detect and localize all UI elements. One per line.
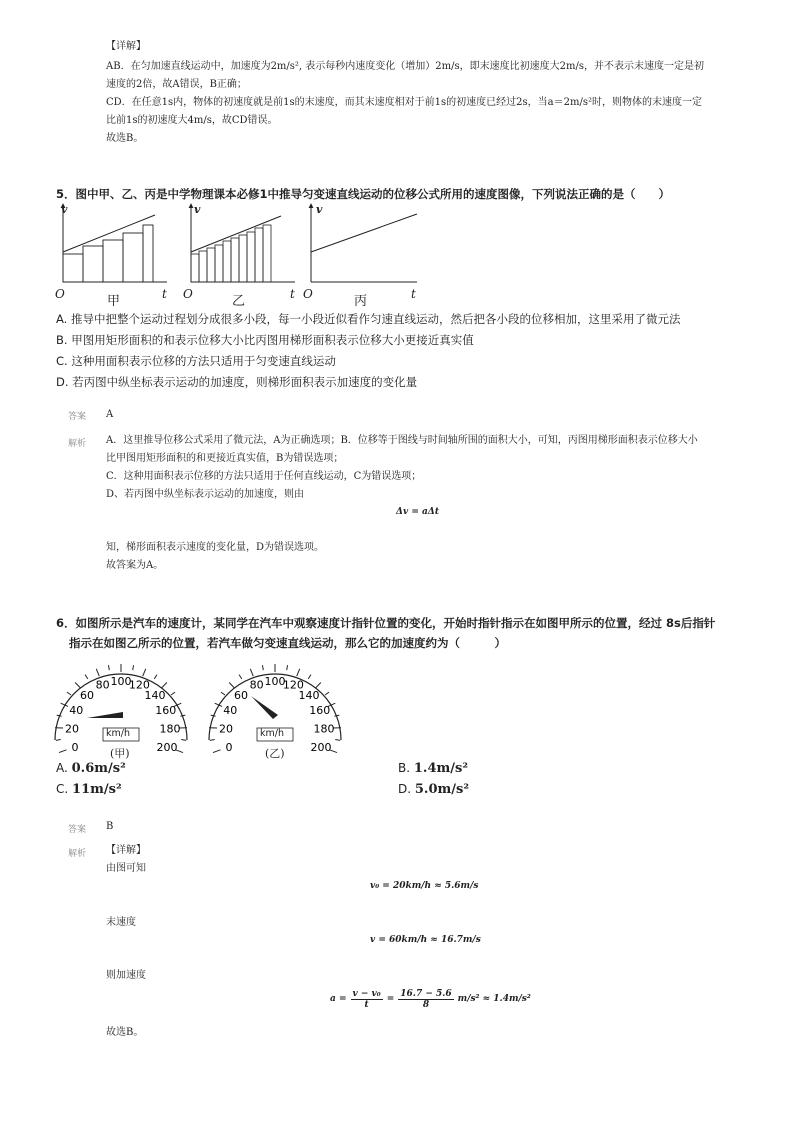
gauge-caption-jia: (甲) — [110, 747, 130, 760]
formula: v₀ = 20km/h ≈ 5.6m/s — [370, 881, 479, 891]
analysis-conclusion: 故答案为A。 — [106, 560, 164, 571]
gauge-tick — [213, 750, 221, 753]
gauge-tick — [85, 675, 88, 679]
option-value: 1.4m/s² — [413, 761, 469, 776]
formula-part: = — [386, 994, 395, 1004]
gauge-unit: km/h — [260, 728, 284, 739]
gauge-tick — [59, 750, 67, 753]
denominator: t — [364, 999, 369, 1010]
gauge-tick — [154, 675, 157, 679]
gauge-tick — [229, 683, 235, 689]
gauge-tick-label: 80 — [95, 678, 110, 692]
gauge-caption-yi: (乙) — [265, 747, 285, 760]
analysis-label: 解析 — [68, 439, 87, 449]
axis-v-label: v — [61, 203, 68, 216]
option-d[interactable] — [398, 782, 469, 797]
analysis-line: 末速度 — [106, 917, 136, 928]
prev-explanation-line: AB．在匀加速直线运动中，加速度为2m/s², 表示每秒内速度变化（增加）2m/s，即末速度比初速度大2m/s，并不表示末速度一定是初 — [106, 61, 704, 72]
speedometer-yi — [209, 664, 341, 754]
graph-jia — [63, 204, 167, 282]
question-6-stem: 6．如图所示是汽车的速度计，某同学在汽车中观察速度计指针位置的变化，开始时指针指示在如图甲所示的位置，经过 8s后指针 — [56, 616, 716, 630]
option-c[interactable] — [56, 782, 122, 797]
analysis-line: 由图可知 — [106, 863, 146, 874]
axis-t-label: t — [411, 287, 416, 301]
axis-t-label: t — [290, 287, 295, 301]
gauge-tick — [161, 683, 167, 689]
graph-caption-yi: 乙 — [232, 294, 246, 309]
question-5-stem: 5．图中甲、乙、丙是中学物理课本必修1中推导匀变速直线运动的位移公式所用的速度图像，下列说法正确的是（ ） — [56, 187, 670, 201]
gauge-tick — [180, 715, 185, 716]
option-a[interactable]: A. 推导中把整个运动过程划分成很多小段，每一小段近似看作匀速直线运动，然后把各小段的位移相加，这里采用了微元法 — [56, 312, 681, 326]
gauge-tick — [143, 669, 146, 676]
gauge-tick-label: 40 — [69, 704, 84, 718]
gauge-tick — [221, 692, 225, 695]
formula-part: m/s² ≈ 1.4m/s² — [457, 994, 531, 1004]
gauge-tick-label: 120 — [282, 678, 304, 692]
gauge-tick-label: 0 — [71, 740, 79, 754]
gauge-tick-label: 20 — [65, 722, 80, 736]
fraction — [351, 989, 383, 1010]
option-b[interactable] — [398, 761, 468, 776]
gauge-tick — [57, 715, 62, 716]
prev-explanation-line: 比前1s的初速度大4m/s，故CD错误。 — [106, 115, 278, 126]
speedometer-jia — [55, 664, 187, 754]
gauge-tick-label: 180 — [159, 722, 181, 736]
gauge-tick-label: 0 — [225, 740, 233, 754]
gauge-tick — [297, 669, 300, 676]
axis-t-label: t — [162, 287, 167, 301]
gauge-tick — [334, 715, 339, 716]
gauge-tick-label: 100 — [264, 675, 286, 688]
speedometers — [45, 652, 365, 762]
analysis-line: D、若丙图中纵坐标表示运动的加速度，则由 — [106, 489, 305, 500]
option-letter: C. — [56, 782, 69, 796]
analysis-label: 解析 — [68, 849, 87, 859]
analysis-line: A．这里推导位移公式采用了微元法，A为正确选项；B．位移等于图线与时间轴所围的面积大小，可知，丙图用梯形面积表示位移大小 — [106, 435, 698, 446]
axis-v-label: v — [194, 203, 201, 216]
gauge-tick — [210, 740, 215, 741]
analysis-line: 则加速度 — [106, 970, 146, 981]
acceleration-formula — [330, 982, 531, 1016]
gauge-tick — [211, 715, 216, 716]
gauge-tick — [56, 740, 61, 741]
gauge-tick — [75, 683, 81, 689]
option-a[interactable] — [56, 761, 126, 776]
origin-label: O — [55, 287, 65, 301]
answer-value: B — [106, 821, 114, 832]
prev-explanation-line: CD．在任意1s内，物体的初速度就是前1s的末速度，而其末速度相对于前1s的初速度已经过2s，当a＝2m/s²时，则物体的末速度一定 — [106, 97, 702, 108]
gauge-unit: km/h — [106, 728, 130, 739]
gauge-tick — [250, 669, 253, 676]
gauge-tick-label: 80 — [249, 678, 264, 692]
option-letter: D. — [398, 782, 412, 796]
option-value: 0.6m/s² — [71, 761, 126, 776]
origin-label: O — [303, 287, 313, 301]
numerator: v − v₀ — [352, 988, 381, 999]
axis-v-label: v — [316, 203, 323, 216]
gauge-tick — [67, 692, 71, 695]
gauge-tick-label: 60 — [79, 688, 94, 702]
question-6-stem-cont: 指示在如图乙所示的位置，若汽车做匀变速直线运动，那么它的加速度约为（ ） — [69, 636, 506, 650]
gauge-tick — [133, 665, 134, 670]
answer-label: 答案 — [68, 825, 87, 835]
gauge-tick — [325, 692, 329, 695]
gauge-tick-label: 60 — [233, 688, 248, 702]
gauge-tick — [315, 683, 321, 689]
gauge-tick — [335, 740, 340, 741]
option-letter: B. — [398, 761, 411, 775]
formula: Δv = aΔt — [396, 507, 439, 517]
prev-explanation-line: 速度的2倍，故A错误，B正确； — [106, 79, 247, 90]
option-value: 5.0m/s² — [414, 782, 470, 797]
fraction — [398, 989, 453, 1010]
gauge-tick-label: 160 — [155, 704, 177, 718]
gauge-tick-label: 140 — [144, 688, 166, 702]
gauge-tick — [308, 675, 311, 679]
origin-label: O — [183, 287, 193, 301]
option-letter: A. — [56, 761, 68, 775]
gauge-tick-label: 20 — [219, 722, 234, 736]
gauge-tick-label: 40 — [223, 704, 238, 718]
analysis-line: C．这种用面积表示位移的方法只适用于任何直线运动，C为错误选项； — [106, 471, 422, 482]
detail-tag: 【详解】 — [106, 41, 146, 52]
formula: v = 60km/h ≈ 16.7m/s — [370, 935, 481, 945]
analysis-conclusion: 故选B。 — [106, 1027, 144, 1038]
gauge-tick-label: 200 — [310, 740, 332, 754]
analysis-line: 知，梯形面积表示速度的变化量，D为错误选项。 — [106, 542, 325, 553]
gauge-tick-label: 120 — [128, 678, 150, 692]
detail-tag: 【详解】 — [106, 845, 146, 856]
option-d[interactable]: D. 若丙图中纵坐标表示运动的加速度，则梯形面积表示加速度的变化量 — [56, 375, 418, 389]
answer-label: 答案 — [68, 412, 87, 422]
option-b[interactable]: B. 甲图用矩形面积的和表示位移大小比丙图用梯形面积表示位移大小更接近真实值 — [56, 333, 474, 347]
graph-bing — [311, 204, 417, 282]
gauge-tick-label: 200 — [156, 740, 178, 754]
numerator: 16.7 − 5.6 — [400, 988, 452, 999]
analysis-line: 比甲图用矩形面积的和更接近真实值，B为错误选项； — [106, 453, 344, 464]
gauge-tick — [262, 665, 263, 670]
formula-part: a = — [330, 994, 347, 1004]
gauge-tick — [239, 675, 242, 679]
gauge-tick — [108, 665, 109, 670]
graph-caption-bing: 丙 — [354, 294, 368, 309]
gauge-tick — [287, 665, 288, 670]
gauge-tick-label: 100 — [110, 675, 132, 688]
gauge-tick — [171, 692, 175, 695]
option-c[interactable]: C. 这种用面积表示位移的方法只适用于匀变速直线运动 — [56, 354, 336, 368]
prev-conclusion: 故选B。 — [106, 133, 144, 144]
gauge-tick — [96, 669, 99, 676]
option-value: 11m/s² — [72, 782, 122, 797]
denominator: 8 — [422, 999, 430, 1010]
gauge-tick — [181, 740, 186, 741]
answer-value: A — [106, 409, 114, 420]
gauge-tick-label: 160 — [309, 704, 331, 718]
gauge-tick-label: 180 — [313, 722, 335, 736]
graph-caption-jia: 甲 — [107, 294, 121, 309]
gauge-tick-label: 140 — [298, 688, 320, 702]
graph-yi — [191, 204, 295, 282]
